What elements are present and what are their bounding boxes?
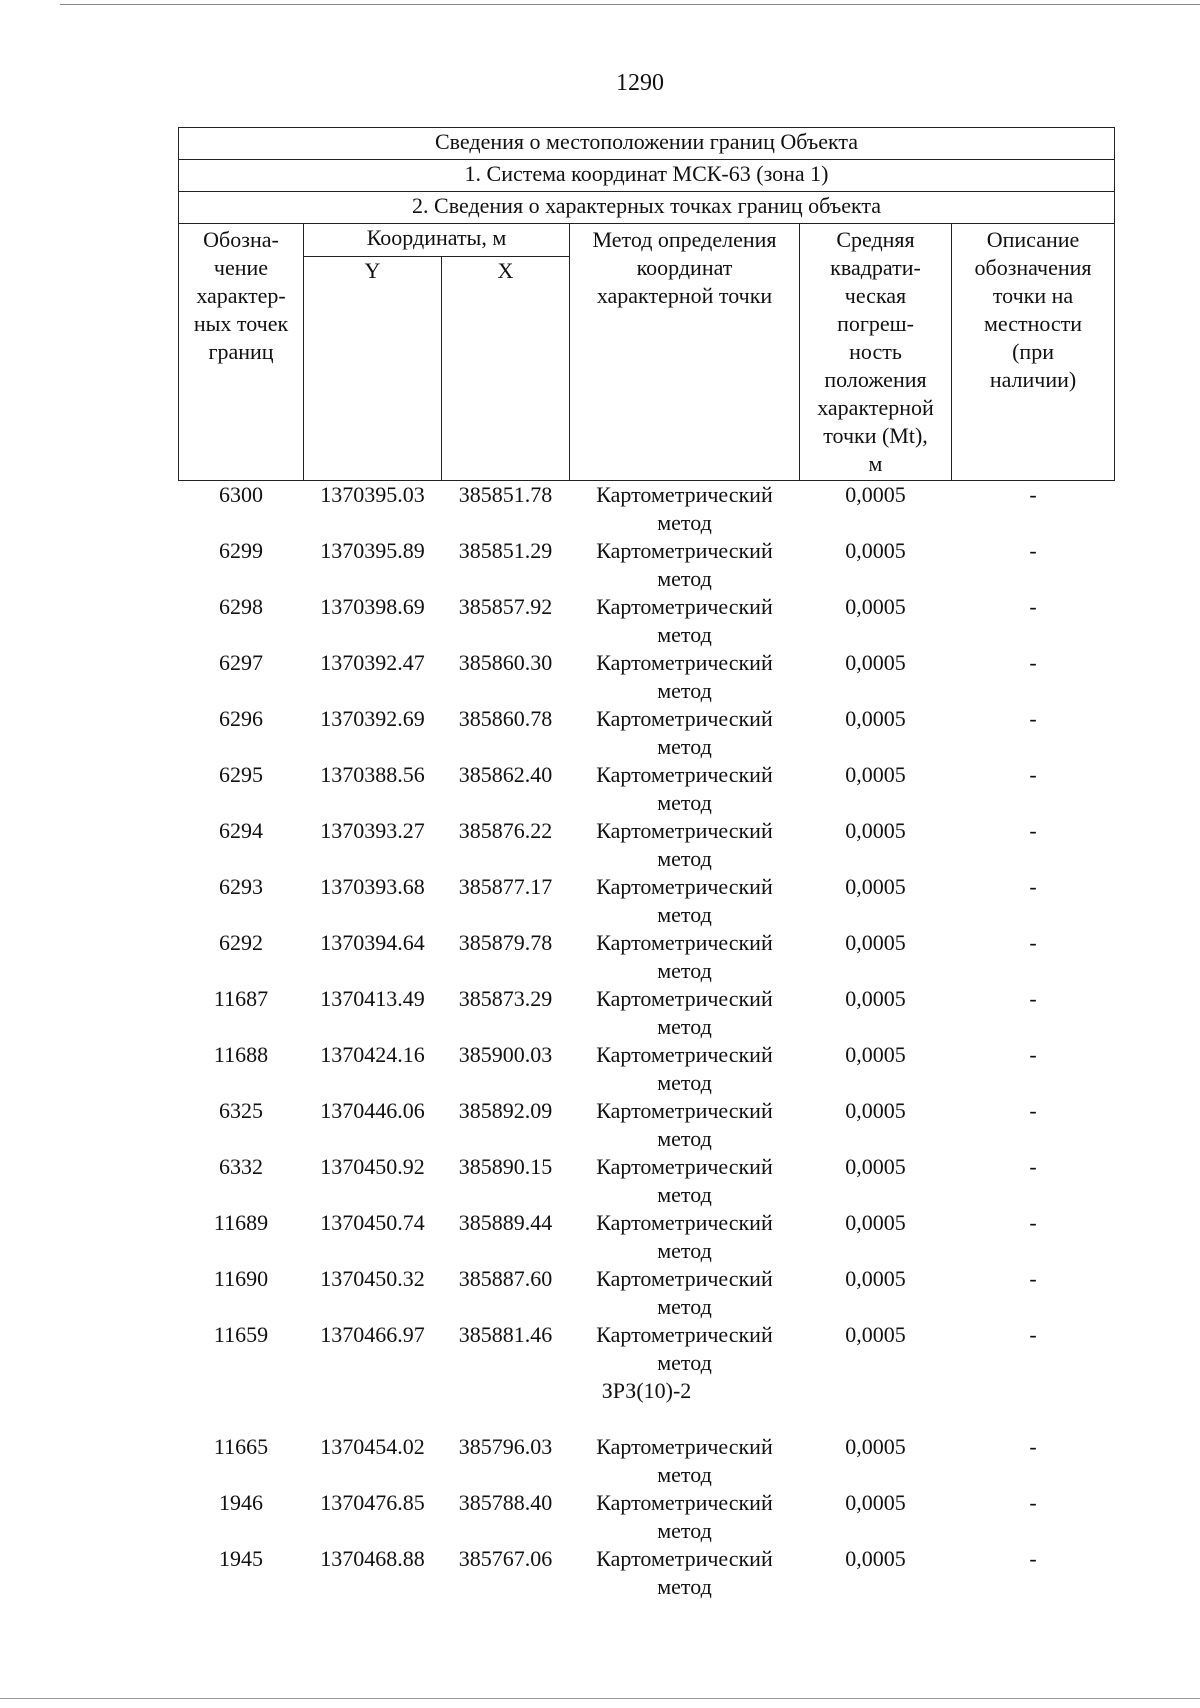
cell-description: - [1029,650,1037,675]
cell-description: - [1029,538,1037,563]
cell-description: - [1029,1322,1037,1347]
scan-edge-top [60,4,1200,5]
cell-y: 1370450.92 [320,1154,425,1179]
col-header-x: X [442,256,570,481]
cell-description: - [1029,818,1037,843]
scan-edge-bottom [0,1698,1200,1699]
cell-description: - [1029,594,1037,619]
col-header-designation [179,224,304,481]
cell-description: - [1029,1490,1037,1515]
cell-point: 6293 [219,874,263,899]
cell-error: 0,0005 [845,1210,906,1235]
cell-error: 0,0005 [845,482,906,507]
cell-x: 385788.40 [458,1490,553,1515]
table-row [179,481,1115,538]
cell-x: 385890.15 [458,1154,553,1179]
col-header-error-text: Средняя квадрати- ческая погреш- ность положения характерной точки (Mt), м [817,227,934,476]
cell-description: - [1029,482,1037,507]
cell-method: Картометрический метод [596,650,773,703]
cell-x: 385857.92 [458,594,553,619]
cell-method: Картометрический метод [596,1154,773,1207]
cell-description: - [1029,762,1037,787]
cell-description: - [1029,930,1037,955]
cell-method: Картометрический метод [596,930,773,983]
cell-y: 1370398.69 [320,594,425,619]
cell-point: 6294 [219,818,263,843]
cell-description: - [1029,1266,1037,1291]
cell-method: Картометрический метод [596,874,773,927]
cell-method: Картометрический метод [596,1546,773,1599]
cell-y: 1370454.02 [320,1434,425,1459]
cell-error: 0,0005 [845,538,906,563]
cell-x: 385851.29 [458,538,553,563]
table-row [179,929,1115,985]
cell-method: Картометрический метод [596,818,773,871]
cell-error: 0,0005 [845,1098,906,1123]
cell-description: - [1029,1154,1037,1179]
table-row [179,873,1115,929]
cell-method: Картометрический метод [596,1322,773,1375]
cell-method: Картометрический метод [596,1098,773,1151]
cell-description: - [1029,1210,1037,1235]
cell-y: 1370476.85 [320,1490,425,1515]
table-row [179,817,1115,873]
cell-point: 11688 [213,1042,269,1067]
cell-method: Картометрический метод [596,482,773,535]
table-title: Сведения о местоположении границ Объекта [179,128,1115,160]
cell-error: 0,0005 [845,1434,906,1459]
col-header-method [570,224,800,481]
cell-x: 385879.78 [458,930,553,955]
cell-point: 1945 [219,1546,263,1571]
table-row [179,593,1115,649]
cell-method: Картометрический метод [596,986,773,1039]
cell-error: 0,0005 [845,1546,906,1571]
cell-point: 6332 [219,1154,263,1179]
cell-point: 6325 [219,1098,263,1123]
cell-point: 6292 [219,930,263,955]
section-title: 2. Сведения о характерных точках границ объекта [179,192,1115,224]
cell-method: Картометрический метод [596,762,773,815]
cell-x: 385796.03 [458,1434,553,1459]
table-row [179,1097,1115,1153]
coordinate-system: 1. Система координат МСК-63 (зона 1) [179,160,1115,192]
cell-error: 0,0005 [845,986,906,1011]
cell-point: 11665 [213,1434,269,1459]
cell-y: 1370450.74 [320,1210,425,1235]
cell-description: - [1029,1098,1037,1123]
section-divider [179,1377,1115,1433]
cell-error: 0,0005 [845,874,906,899]
table-row [179,761,1115,817]
cell-method: Картометрический метод [596,1210,773,1263]
cell-method: Картометрический метод [596,538,773,591]
cell-y: 1370394.64 [320,930,425,955]
cell-error: 0,0005 [845,1042,906,1067]
table-row [179,1153,1115,1209]
cell-point: 11687 [213,986,269,1011]
cell-x: 385887.60 [458,1266,553,1291]
cell-x: 385860.78 [458,706,553,731]
cell-y: 1370424.16 [320,1042,425,1067]
cell-description: - [1029,986,1037,1011]
cell-description: - [1029,874,1037,899]
cell-y: 1370392.69 [320,706,425,731]
cell-point: 6298 [219,594,263,619]
cell-y: 1370392.47 [320,650,425,675]
cell-y: 1370466.97 [320,1322,425,1347]
col-header-description [952,224,1115,481]
cell-method: Картометрический метод [596,1434,773,1487]
cell-point: 11689 [213,1210,269,1235]
table-row [179,705,1115,761]
cell-error: 0,0005 [845,1490,906,1515]
cell-x: 385900.03 [458,1042,553,1067]
table-body [179,481,1115,1378]
table-row [179,1321,1115,1377]
cell-error: 0,0005 [845,1322,906,1347]
cell-point: 11659 [213,1322,269,1347]
boundary-points-table [178,127,1115,1601]
cell-point: 6296 [219,706,263,731]
cell-x: 385881.46 [458,1322,553,1347]
cell-method: Картометрический метод [596,1042,773,1095]
cell-x: 385851.78 [458,482,553,507]
table-row [179,1489,1115,1545]
cell-description: - [1029,1434,1037,1459]
table-row [179,1265,1115,1321]
cell-y: 1370413.49 [320,986,425,1011]
cell-method: Картометрический метод [596,1266,773,1319]
table-row [179,1545,1115,1601]
table-row [179,1433,1115,1489]
cell-y: 1370388.56 [320,762,425,787]
cell-point: 6295 [219,762,263,787]
cell-error: 0,0005 [845,594,906,619]
col-header-y: Y [304,256,442,481]
cell-x: 385860.30 [458,650,553,675]
col-header-designation-text: Обозна- чение характер- ных точек границ [193,227,289,364]
cell-x: 385862.40 [458,762,553,787]
cell-error: 0,0005 [845,706,906,731]
cell-method: Картометрический метод [596,594,773,647]
cell-x: 385889.44 [458,1210,553,1235]
cell-y: 1370450.32 [320,1266,425,1291]
cell-error: 0,0005 [845,1154,906,1179]
cell-error: 0,0005 [845,762,906,787]
cell-y: 1370395.03 [320,482,425,507]
cell-description: - [1029,1042,1037,1067]
cell-error: 0,0005 [845,650,906,675]
col-header-description-text: Описание обозначения точки на местности (при наличии) [974,227,1092,392]
cell-description: - [1029,706,1037,731]
col-header-coordinates: Координаты, м [304,224,570,257]
col-header-error [800,224,952,481]
cell-y: 1370393.68 [320,874,425,899]
cell-point: 6300 [219,482,263,507]
cell-point: 11690 [213,1266,269,1291]
cell-y: 1370468.88 [320,1546,425,1571]
table-row [179,1041,1115,1097]
cell-x: 385873.29 [458,986,553,1011]
section-label: ЗРЗ(10)-2 [601,1378,692,1403]
cell-y: 1370395.89 [320,538,425,563]
table-row [179,985,1115,1041]
cell-x: 385876.22 [458,818,553,843]
cell-method: Картометрический метод [596,706,773,759]
cell-point: 6299 [219,538,263,563]
cell-point: 6297 [219,650,263,675]
table-body-section [179,1433,1115,1601]
cell-error: 0,0005 [845,930,906,955]
cell-error: 0,0005 [845,1266,906,1291]
cell-x: 385877.17 [458,874,553,899]
table-row [179,649,1115,705]
page-number: 1290 [616,70,664,96]
col-header-method-text: Метод определения координат характерной точки [592,227,777,308]
table-row [179,537,1115,593]
cell-point: 1946 [219,1490,263,1515]
cell-x: 385767.06 [458,1546,553,1571]
cell-y: 1370446.06 [320,1098,425,1123]
cell-y: 1370393.27 [320,818,425,843]
cell-description: - [1029,1546,1037,1571]
cell-error: 0,0005 [845,818,906,843]
cell-method: Картометрический метод [596,1490,773,1543]
cell-x: 385892.09 [458,1098,553,1123]
table-row [179,1209,1115,1265]
